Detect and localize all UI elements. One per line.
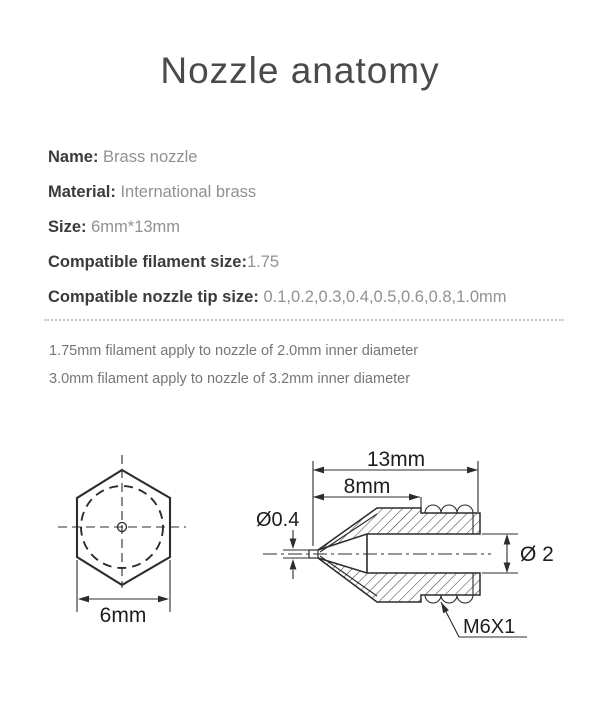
spec-label: Name:	[48, 148, 104, 166]
bore-dimension-label: Ø 2	[520, 543, 554, 566]
arrowhead-down	[504, 563, 511, 574]
arrowhead-up	[504, 534, 511, 545]
arrowhead-left	[313, 467, 324, 474]
arrowhead-up	[290, 559, 297, 570]
arrowhead-right	[409, 494, 420, 501]
spec-value: International brass	[120, 183, 257, 201]
spec-label: Compatible filament size:	[48, 253, 247, 271]
note-line: 1.75mm filament apply to nozzle of 2.0mm inner diameter	[49, 343, 419, 359]
note-line: 3.0mm filament apply to nozzle of 3.2mm inner diameter	[49, 370, 411, 387]
thread-crests-bottom	[425, 595, 473, 603]
nozzle-section-bottom	[318, 558, 480, 602]
hex-width-dimension-label: 6mm	[99, 604, 147, 627]
arrowhead-leader	[441, 602, 449, 613]
nozzle-section-top	[318, 508, 480, 550]
arrowhead-down	[290, 539, 297, 550]
spec-value: 6mm*13mm	[91, 218, 181, 236]
arrowhead-left	[78, 596, 89, 603]
hex-front-view	[58, 455, 186, 627]
arrowhead-right	[158, 596, 169, 603]
body-length-dimension-label: 8mm	[343, 475, 391, 498]
side-section-view	[256, 448, 554, 638]
total-length-dimension-label: 13mm	[366, 448, 426, 471]
thread-crests-top	[425, 505, 473, 513]
arrowhead-left	[313, 494, 324, 501]
thread-spec-label: M6X1	[463, 616, 516, 638]
spec-value: 1.75	[246, 253, 280, 271]
spec-label: Size:	[48, 218, 92, 236]
spec-value: Brass nozzle	[103, 148, 198, 166]
spec-label: Compatible nozzle tip size:	[48, 288, 264, 306]
page-title: Nozzle anatomy	[160, 50, 440, 91]
spec-value: 0.1,0.2,0.3,0.4,0.5,0.6,0.8,1.0mm	[263, 288, 507, 306]
spec-label: Material:	[48, 183, 121, 201]
tip-orifice-dimension-label: Ø0.4	[256, 509, 300, 531]
arrowhead-right	[467, 467, 478, 474]
